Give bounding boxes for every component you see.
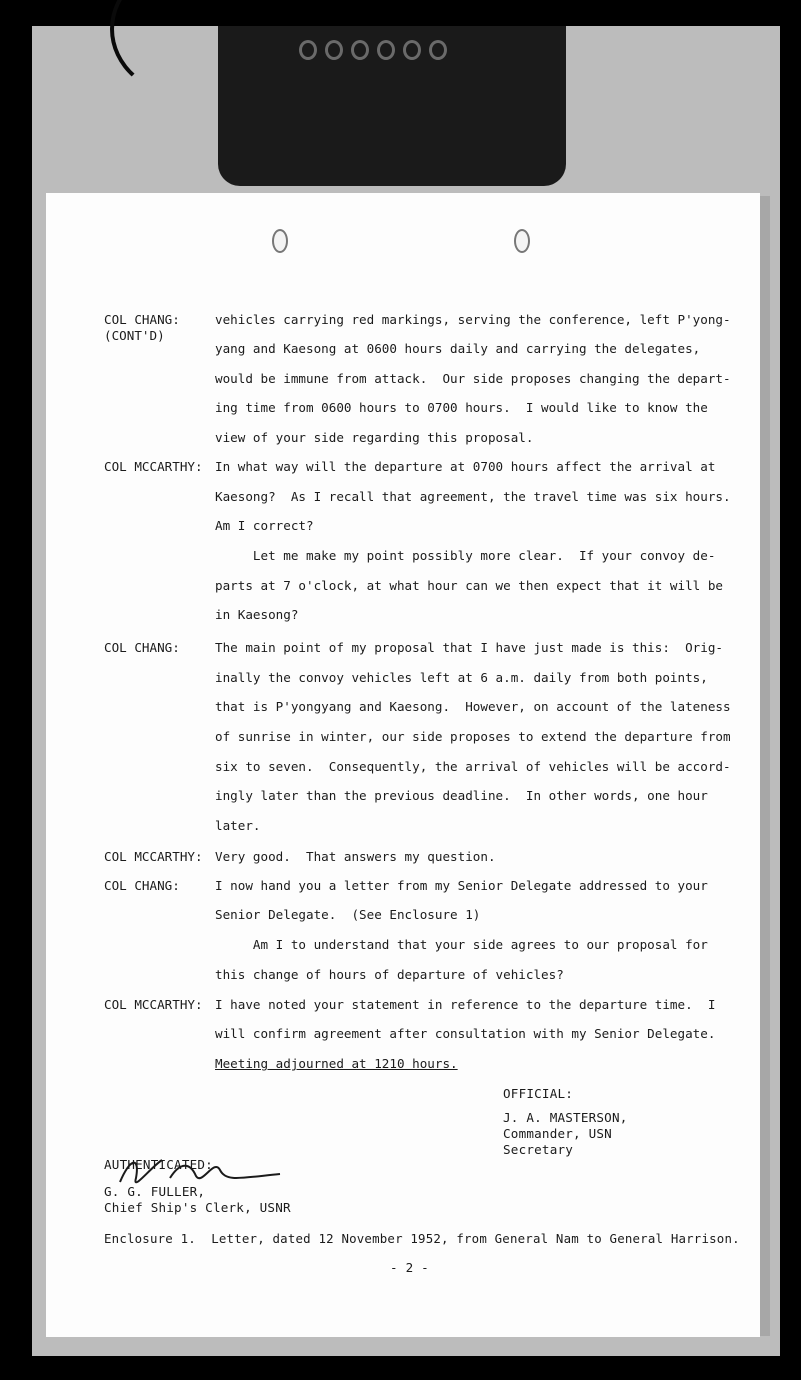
punch-hole-right — [514, 229, 530, 253]
punch-hole-left — [272, 229, 288, 253]
text-line: Am I to understand that your side agrees to our proposal for — [215, 937, 708, 952]
text-line: later. — [215, 818, 261, 833]
text-line: that is P'yongyang and Kaesong. However, on account of the lateness — [215, 699, 731, 714]
text-line: ingly later than the previous deadline. In other words, one hour — [215, 788, 708, 803]
text-line: Let me make my point possibly more clear. If your convoy de- — [215, 548, 716, 563]
text-line: in Kaesong? — [215, 607, 299, 622]
page-number: - 2 - — [390, 1260, 429, 1275]
clip-rivets — [287, 40, 459, 66]
authenticated-name: G. G. FULLER, — [104, 1184, 206, 1199]
text-line: six to seven. Consequently, the arrival of vehicles will be accord- — [215, 759, 731, 774]
official-rank: Commander, USN — [503, 1126, 612, 1141]
text-line: Very good. That answers my question. — [215, 849, 496, 864]
speaker-label: COL MCCARTHY: — [104, 997, 203, 1012]
text-line: will confirm agreement after consultation with my Senior Delegate. — [215, 1026, 716, 1041]
text-line: would be immune from attack. Our side proposes changing the depart- — [215, 371, 731, 386]
text-line: I now hand you a letter from my Senior Delegate addressed to your — [215, 878, 708, 893]
text-line: of sunrise in winter, our side proposes to extend the departure from — [215, 729, 731, 744]
speaker-label: COL CHANG: — [104, 640, 180, 655]
enclosure-line: Enclosure 1. Letter, dated 12 November 1952, from General Nam to General Harrison. — [104, 1231, 740, 1246]
authenticated-title: Chief Ship's Clerk, USNR — [104, 1200, 291, 1215]
text-line: parts at 7 o'clock, at what hour can we then expect that it will be — [215, 578, 723, 593]
authenticated-label: AUTHENTICATED: — [104, 1157, 213, 1172]
text-line: The main point of my proposal that I have just made is this: Orig- — [215, 640, 723, 655]
official-name: J. A. MASTERSON, — [503, 1110, 628, 1125]
text-line: Senior Delegate. (See Enclosure 1) — [215, 907, 481, 922]
text-line: this change of hours of departure of vehicles? — [215, 967, 564, 982]
speaker-sublabel: (CONT'D) — [104, 328, 165, 343]
text-line: Kaesong? As I recall that agreement, the travel time was six hours. — [215, 489, 731, 504]
text-line: Am I correct? — [215, 518, 314, 533]
official-title: Secretary — [503, 1142, 574, 1157]
paper-edge — [760, 196, 770, 1336]
text-line: In what way will the departure at 0700 hours affect the arrival at — [215, 459, 716, 474]
adjourned-line: Meeting adjourned at 1210 hours. — [215, 1056, 458, 1071]
speaker-label: COL MCCARTHY: — [104, 459, 203, 474]
speaker-label: COL MCCARTHY: — [104, 849, 203, 864]
text-line: I have noted your statement in reference to the departure time. I — [215, 997, 716, 1012]
text-line: yang and Kaesong at 0600 hours daily and carrying the delegates, — [215, 341, 701, 356]
text-line: vehicles carrying red markings, serving the conference, left P'yong- — [215, 312, 731, 327]
speaker-label: COL CHANG: — [104, 312, 180, 327]
text-line: view of your side regarding this proposal. — [215, 430, 534, 445]
official-label: OFFICIAL: — [503, 1086, 574, 1101]
text-line: inally the convoy vehicles left at 6 a.m. daily from both points, — [215, 670, 708, 685]
speaker-label: COL CHANG: — [104, 878, 180, 893]
text-line: ing time from 0600 hours to 0700 hours. I would like to know the — [215, 400, 708, 415]
